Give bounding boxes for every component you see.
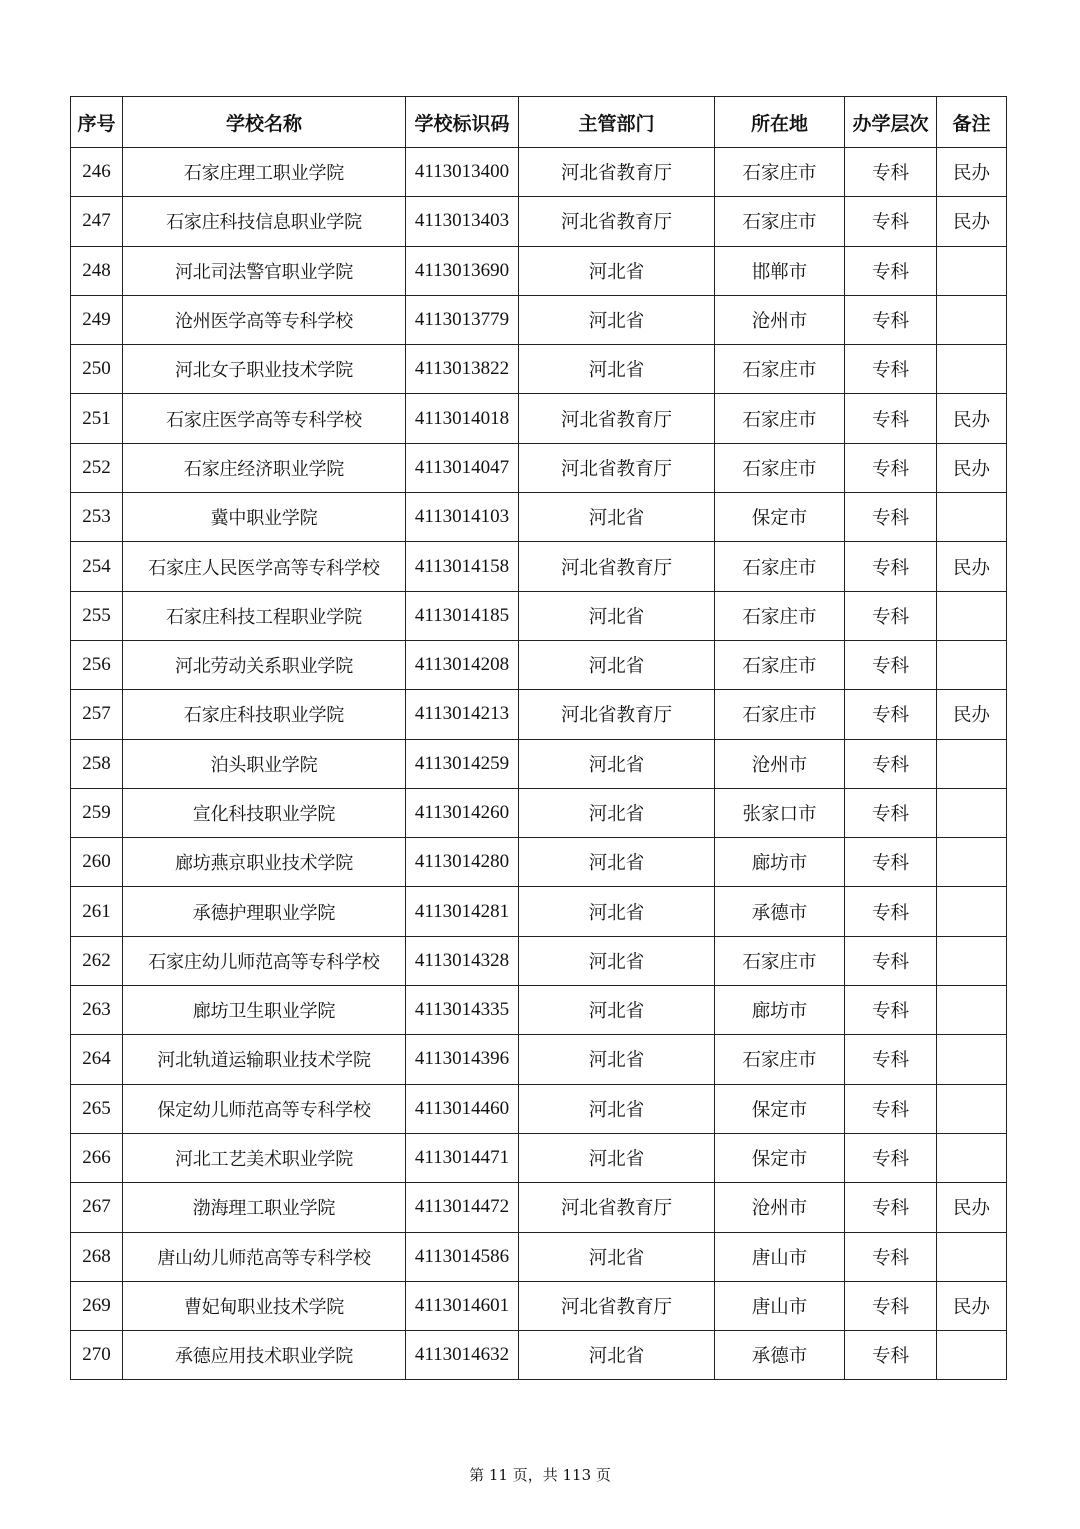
cell-school-code: 4113014460 bbox=[406, 1084, 519, 1133]
cell-school-code: 4113013403 bbox=[406, 197, 519, 246]
cell-school-code: 4113014335 bbox=[406, 986, 519, 1035]
table-row bbox=[71, 591, 1007, 640]
cell-index: 256 bbox=[71, 640, 123, 689]
cell-index: 266 bbox=[71, 1133, 123, 1182]
cell-department: 河北省教育厅 bbox=[519, 443, 715, 492]
table-row bbox=[71, 295, 1007, 344]
cell-school-code: 4113014213 bbox=[406, 690, 519, 739]
cell-school-code: 4113014208 bbox=[406, 640, 519, 689]
cell-department: 河北省 bbox=[519, 936, 715, 985]
cell-level: 专科 bbox=[845, 345, 937, 394]
cell-remark bbox=[937, 936, 1007, 985]
cell-index: 249 bbox=[71, 295, 123, 344]
cell-level: 专科 bbox=[845, 986, 937, 1035]
cell-level: 专科 bbox=[845, 542, 937, 591]
cell-school-name: 石家庄人民医学高等专科学校 bbox=[123, 542, 406, 591]
cell-index: 259 bbox=[71, 788, 123, 837]
cell-level: 专科 bbox=[845, 1035, 937, 1084]
header-remark: 备注 bbox=[937, 97, 1007, 148]
cell-school-code: 4113014185 bbox=[406, 591, 519, 640]
table-row bbox=[71, 493, 1007, 542]
cell-school-name: 承德护理职业学院 bbox=[123, 887, 406, 936]
cell-department: 河北省 bbox=[519, 493, 715, 542]
cell-department: 河北省教育厅 bbox=[519, 394, 715, 443]
cell-location: 沧州市 bbox=[715, 739, 845, 788]
cell-school-name: 承德应用技术职业学院 bbox=[123, 1331, 406, 1380]
table-row bbox=[71, 394, 1007, 443]
cell-level: 专科 bbox=[845, 640, 937, 689]
table-row bbox=[71, 739, 1007, 788]
cell-location: 石家庄市 bbox=[715, 443, 845, 492]
cell-location: 石家庄市 bbox=[715, 640, 845, 689]
cell-remark bbox=[937, 493, 1007, 542]
cell-index: 251 bbox=[71, 394, 123, 443]
cell-level: 专科 bbox=[845, 591, 937, 640]
cell-school-name: 泊头职业学院 bbox=[123, 739, 406, 788]
cell-school-name: 沧州医学高等专科学校 bbox=[123, 295, 406, 344]
cell-level: 专科 bbox=[845, 1183, 937, 1232]
cell-school-code: 4113014328 bbox=[406, 936, 519, 985]
cell-location: 保定市 bbox=[715, 1133, 845, 1182]
cell-level: 专科 bbox=[845, 246, 937, 295]
cell-remark: 民办 bbox=[937, 542, 1007, 591]
cell-index: 253 bbox=[71, 493, 123, 542]
cell-school-name: 冀中职业学院 bbox=[123, 493, 406, 542]
cell-level: 专科 bbox=[845, 936, 937, 985]
cell-remark bbox=[937, 1035, 1007, 1084]
table-row bbox=[71, 887, 1007, 936]
cell-remark bbox=[937, 246, 1007, 295]
table-row bbox=[71, 1183, 1007, 1232]
cell-location: 张家口市 bbox=[715, 788, 845, 837]
cell-remark bbox=[937, 295, 1007, 344]
cell-school-name: 石家庄科技信息职业学院 bbox=[123, 197, 406, 246]
cell-school-code: 4113014632 bbox=[406, 1331, 519, 1380]
cell-school-name: 河北女子职业技术学院 bbox=[123, 345, 406, 394]
table-row bbox=[71, 246, 1007, 295]
table-row bbox=[71, 443, 1007, 492]
cell-school-name: 河北司法警官职业学院 bbox=[123, 246, 406, 295]
cell-remark: 民办 bbox=[937, 690, 1007, 739]
cell-index: 263 bbox=[71, 986, 123, 1035]
cell-school-name: 石家庄科技职业学院 bbox=[123, 690, 406, 739]
cell-level: 专科 bbox=[845, 838, 937, 887]
cell-remark: 民办 bbox=[937, 1183, 1007, 1232]
cell-department: 河北省教育厅 bbox=[519, 1183, 715, 1232]
cell-school-code: 4113014280 bbox=[406, 838, 519, 887]
header-school-code: 学校标识码 bbox=[406, 97, 519, 148]
cell-remark bbox=[937, 887, 1007, 936]
header-location: 所在地 bbox=[715, 97, 845, 148]
cell-school-code: 4113014103 bbox=[406, 493, 519, 542]
table-row bbox=[71, 1331, 1007, 1380]
cell-location: 石家庄市 bbox=[715, 542, 845, 591]
cell-remark: 民办 bbox=[937, 197, 1007, 246]
cell-index: 252 bbox=[71, 443, 123, 492]
cell-index: 265 bbox=[71, 1084, 123, 1133]
cell-index: 255 bbox=[71, 591, 123, 640]
header-department: 主管部门 bbox=[519, 97, 715, 148]
cell-remark bbox=[937, 345, 1007, 394]
cell-department: 河北省教育厅 bbox=[519, 690, 715, 739]
cell-level: 专科 bbox=[845, 197, 937, 246]
cell-school-name: 廊坊燕京职业技术学院 bbox=[123, 838, 406, 887]
cell-location: 唐山市 bbox=[715, 1281, 845, 1330]
cell-location: 承德市 bbox=[715, 887, 845, 936]
cell-school-code: 4113014047 bbox=[406, 443, 519, 492]
table-row bbox=[71, 197, 1007, 246]
cell-remark: 民办 bbox=[937, 443, 1007, 492]
cell-location: 石家庄市 bbox=[715, 591, 845, 640]
cell-index: 248 bbox=[71, 246, 123, 295]
cell-index: 258 bbox=[71, 739, 123, 788]
cell-school-name: 保定幼儿师范高等专科学校 bbox=[123, 1084, 406, 1133]
cell-school-name: 河北工艺美术职业学院 bbox=[123, 1133, 406, 1182]
table-row bbox=[71, 640, 1007, 689]
cell-school-code: 4113014158 bbox=[406, 542, 519, 591]
cell-location: 廊坊市 bbox=[715, 838, 845, 887]
table-row bbox=[71, 936, 1007, 985]
table-header-row bbox=[71, 97, 1007, 148]
cell-level: 专科 bbox=[845, 690, 937, 739]
cell-school-code: 4113013400 bbox=[406, 148, 519, 197]
header-level: 办学层次 bbox=[845, 97, 937, 148]
table-row bbox=[71, 1281, 1007, 1330]
cell-remark bbox=[937, 838, 1007, 887]
cell-index: 262 bbox=[71, 936, 123, 985]
cell-index: 268 bbox=[71, 1232, 123, 1281]
cell-school-name: 石家庄医学高等专科学校 bbox=[123, 394, 406, 443]
cell-department: 河北省 bbox=[519, 739, 715, 788]
table-row bbox=[71, 148, 1007, 197]
cell-department: 河北省教育厅 bbox=[519, 1281, 715, 1330]
cell-school-name: 渤海理工职业学院 bbox=[123, 1183, 406, 1232]
table-row bbox=[71, 788, 1007, 837]
cell-school-name: 石家庄理工职业学院 bbox=[123, 148, 406, 197]
cell-department: 河北省 bbox=[519, 838, 715, 887]
cell-remark bbox=[937, 591, 1007, 640]
cell-location: 石家庄市 bbox=[715, 394, 845, 443]
cell-location: 石家庄市 bbox=[715, 148, 845, 197]
cell-school-name: 河北轨道运输职业技术学院 bbox=[123, 1035, 406, 1084]
cell-location: 唐山市 bbox=[715, 1232, 845, 1281]
cell-index: 261 bbox=[71, 887, 123, 936]
cell-index: 257 bbox=[71, 690, 123, 739]
cell-index: 250 bbox=[71, 345, 123, 394]
cell-school-name: 河北劳动关系职业学院 bbox=[123, 640, 406, 689]
cell-remark bbox=[937, 1133, 1007, 1182]
cell-department: 河北省教育厅 bbox=[519, 197, 715, 246]
cell-level: 专科 bbox=[845, 1232, 937, 1281]
table-row bbox=[71, 1035, 1007, 1084]
cell-location: 廊坊市 bbox=[715, 986, 845, 1035]
cell-department: 河北省 bbox=[519, 591, 715, 640]
cell-school-code: 4113014472 bbox=[406, 1183, 519, 1232]
cell-department: 河北省 bbox=[519, 1232, 715, 1281]
cell-department: 河北省 bbox=[519, 246, 715, 295]
cell-school-name: 曹妃甸职业技术学院 bbox=[123, 1281, 406, 1330]
cell-level: 专科 bbox=[845, 739, 937, 788]
cell-location: 石家庄市 bbox=[715, 1035, 845, 1084]
cell-level: 专科 bbox=[845, 443, 937, 492]
table-row bbox=[71, 1084, 1007, 1133]
table-row bbox=[71, 542, 1007, 591]
table-body bbox=[71, 148, 1007, 1380]
cell-level: 专科 bbox=[845, 887, 937, 936]
cell-department: 河北省 bbox=[519, 295, 715, 344]
cell-index: 260 bbox=[71, 838, 123, 887]
cell-location: 保定市 bbox=[715, 1084, 845, 1133]
cell-index: 254 bbox=[71, 542, 123, 591]
cell-remark: 民办 bbox=[937, 394, 1007, 443]
cell-location: 石家庄市 bbox=[715, 197, 845, 246]
cell-level: 专科 bbox=[845, 1281, 937, 1330]
cell-level: 专科 bbox=[845, 493, 937, 542]
cell-school-name: 唐山幼儿师范高等专科学校 bbox=[123, 1232, 406, 1281]
cell-index: 270 bbox=[71, 1331, 123, 1380]
cell-index: 247 bbox=[71, 197, 123, 246]
cell-department: 河北省 bbox=[519, 1331, 715, 1380]
cell-school-code: 4113014586 bbox=[406, 1232, 519, 1281]
cell-remark bbox=[937, 788, 1007, 837]
cell-school-code: 4113014281 bbox=[406, 887, 519, 936]
cell-level: 专科 bbox=[845, 1084, 937, 1133]
cell-location: 沧州市 bbox=[715, 295, 845, 344]
cell-remark bbox=[937, 1084, 1007, 1133]
cell-school-name: 石家庄幼儿师范高等专科学校 bbox=[123, 936, 406, 985]
cell-department: 河北省 bbox=[519, 640, 715, 689]
cell-school-name: 宣化科技职业学院 bbox=[123, 788, 406, 837]
cell-remark bbox=[937, 1331, 1007, 1380]
cell-school-code: 4113013822 bbox=[406, 345, 519, 394]
cell-index: 267 bbox=[71, 1183, 123, 1232]
cell-remark: 民办 bbox=[937, 148, 1007, 197]
cell-department: 河北省 bbox=[519, 345, 715, 394]
cell-department: 河北省 bbox=[519, 788, 715, 837]
cell-department: 河北省 bbox=[519, 986, 715, 1035]
cell-location: 石家庄市 bbox=[715, 690, 845, 739]
cell-school-code: 4113013690 bbox=[406, 246, 519, 295]
cell-school-code: 4113013779 bbox=[406, 295, 519, 344]
table-row bbox=[71, 838, 1007, 887]
cell-department: 河北省 bbox=[519, 1133, 715, 1182]
cell-remark bbox=[937, 1232, 1007, 1281]
cell-index: 246 bbox=[71, 148, 123, 197]
page-number-footer: 第 11 页，共 113 页 bbox=[469, 1466, 611, 1484]
cell-remark bbox=[937, 640, 1007, 689]
cell-index: 264 bbox=[71, 1035, 123, 1084]
cell-school-name: 石家庄经济职业学院 bbox=[123, 443, 406, 492]
cell-school-code: 4113014396 bbox=[406, 1035, 519, 1084]
cell-school-code: 4113014259 bbox=[406, 739, 519, 788]
cell-remark bbox=[937, 986, 1007, 1035]
table-row bbox=[71, 986, 1007, 1035]
cell-location: 石家庄市 bbox=[715, 345, 845, 394]
header-school-name: 学校名称 bbox=[123, 97, 406, 148]
cell-level: 专科 bbox=[845, 1133, 937, 1182]
table-row bbox=[71, 345, 1007, 394]
cell-location: 承德市 bbox=[715, 1331, 845, 1380]
cell-school-code: 4113014018 bbox=[406, 394, 519, 443]
cell-school-code: 4113014601 bbox=[406, 1281, 519, 1330]
table-row bbox=[71, 1232, 1007, 1281]
cell-index: 269 bbox=[71, 1281, 123, 1330]
cell-department: 河北省 bbox=[519, 1084, 715, 1133]
cell-department: 河北省教育厅 bbox=[519, 542, 715, 591]
cell-remark bbox=[937, 739, 1007, 788]
cell-location: 邯郸市 bbox=[715, 246, 845, 295]
cell-level: 专科 bbox=[845, 394, 937, 443]
cell-school-code: 4113014260 bbox=[406, 788, 519, 837]
cell-department: 河北省 bbox=[519, 887, 715, 936]
table-row bbox=[71, 1133, 1007, 1182]
cell-level: 专科 bbox=[845, 1331, 937, 1380]
cell-remark: 民办 bbox=[937, 1281, 1007, 1330]
cell-level: 专科 bbox=[845, 148, 937, 197]
cell-level: 专科 bbox=[845, 295, 937, 344]
cell-location: 保定市 bbox=[715, 493, 845, 542]
cell-school-name: 石家庄科技工程职业学院 bbox=[123, 591, 406, 640]
cell-department: 河北省 bbox=[519, 1035, 715, 1084]
cell-department: 河北省教育厅 bbox=[519, 148, 715, 197]
table-row bbox=[71, 690, 1007, 739]
cell-location: 沧州市 bbox=[715, 1183, 845, 1232]
schools-table bbox=[70, 96, 1007, 1380]
header-index: 序号 bbox=[71, 97, 123, 148]
cell-school-name: 廊坊卫生职业学院 bbox=[123, 986, 406, 1035]
cell-location: 石家庄市 bbox=[715, 936, 845, 985]
cell-school-code: 4113014471 bbox=[406, 1133, 519, 1182]
cell-level: 专科 bbox=[845, 788, 937, 837]
